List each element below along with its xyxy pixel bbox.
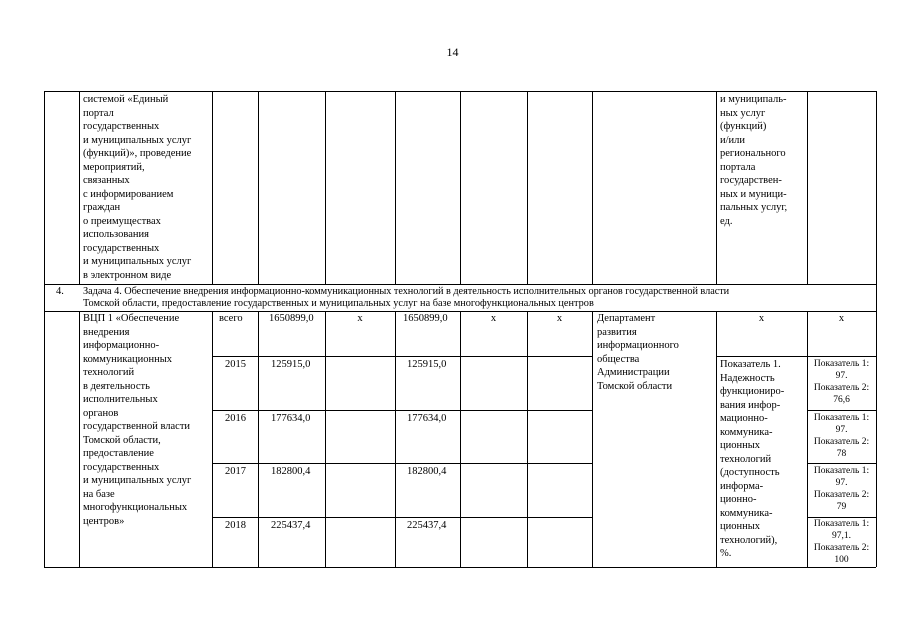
value-cell: х [838,313,845,324]
indicator-line: и муниципаль- [720,94,787,105]
task-number: 4. [56,286,64,297]
vcp-name-line: предоставление [83,448,154,459]
indicator-line: ных и муници- [720,188,787,200]
description-line: портал [83,107,114,119]
value-separator [807,463,876,464]
regional-cell: 125915,0 [407,359,447,370]
executor-line: информационного [597,340,679,351]
indicator-line: (доступность [720,467,780,478]
indicator-line: портала [720,161,756,173]
value-line: 97. [835,425,848,435]
col-border [716,91,717,284]
federal-cell: х [357,313,363,324]
value-line: Показатель 1: [813,519,870,529]
regional-cell: 225437,4 [407,520,447,531]
total-cell: 125915,0 [271,359,311,370]
indicator-line: Надежность [720,372,775,384]
task-title-line-1: Задача 4. Обеспечение внедрения информационно-коммуникационных технологий в деятельность исполнительных органов государственной власти [83,286,730,297]
col-border [258,311,259,567]
col-border [592,91,593,284]
indicator-separator [716,356,876,357]
col-border [460,311,461,567]
col-border [527,311,528,567]
indicator-line: ных услуг [720,107,766,119]
vcp-name-line: государственной власти [83,421,191,432]
indicator-line: ционных [720,521,761,532]
value-line: 79 [836,502,847,512]
value-line: Показатель 1: [813,359,870,369]
year-separator [212,463,592,464]
col-border [325,91,326,284]
table-bottom-border [44,567,876,568]
description-line: о преимуществах [83,215,161,227]
value-line: 97. [835,371,848,381]
col-border [716,311,717,567]
col-border [527,91,528,284]
indicator-line: технологий), [720,534,778,546]
description-line: государственных [83,121,160,132]
value-line: 78 [836,449,847,459]
indicator-line: ед. [720,215,733,227]
indicator-line: ционных [720,440,761,451]
value-line: Показатель 2: [813,437,870,447]
indicator-cell: х [758,313,765,324]
vcp-name-line: технологий [83,367,135,378]
col-border [876,91,877,567]
total-cell: 182800,4 [271,466,311,477]
value-line: Показатель 2: [813,383,870,393]
total-cell: 225437,4 [271,520,311,531]
year-separator [212,356,592,357]
year-cell: 2017 [225,466,246,477]
col-border [592,311,593,567]
year-separator [212,410,592,411]
value-line: 97,1. [832,531,851,541]
vcp-name-line: органов [83,407,119,419]
description-line: и муниципальных услуг [83,134,192,146]
vcp-name-line: многофункциональных [83,502,188,513]
vcp-name-line: внедрения [83,326,130,338]
year-separator [212,517,592,518]
description-line: государственных [83,242,160,254]
indicator-line: коммуника- [720,426,773,438]
col-border [212,91,213,284]
col-border [212,311,213,567]
value-separator [807,410,876,411]
description-line: системой «Единый [83,94,169,105]
task-row-top-border [44,284,876,285]
year-cell: 2016 [225,413,246,424]
regional-cell: 1650899,0 [403,313,448,324]
total-cell: 177634,0 [271,413,311,424]
value-line: Показатель 2: [813,490,870,500]
year-cell: 2018 [225,520,246,531]
vcp-name-line: в деятельность [83,380,150,392]
indicator-line: и/или [720,134,746,146]
value-line: Показатель 2: [813,543,870,553]
indicator-line: функциониро- [720,386,785,397]
description-line: использования [83,229,149,240]
description-line: мероприятий, [83,161,145,173]
vcp-name-line: информационно- [83,340,160,351]
vcp-name-line: ВЦП 1 «Обеспечение [83,313,180,324]
col-border [258,91,259,284]
indicator-line: ционно- [720,494,757,505]
value-line: Показатель 1: [813,466,870,476]
vcp-name-line: государственных [83,461,160,473]
col-border [325,311,326,567]
description-line: связанных [83,175,130,186]
indicator-line: информа- [720,480,764,492]
other-cell: х [556,313,563,324]
page-number: 14 [446,45,459,59]
indicator-line: вания инфор- [720,399,781,411]
value-line: Показатель 1: [813,413,870,423]
indicator-line: %. [720,548,732,559]
value-line: 97. [835,478,848,488]
description-line: граждан [83,202,121,213]
value-separator [807,517,876,518]
vcp-name-line: исполнительных [83,394,158,405]
regional-cell: 177634,0 [407,413,447,424]
vcp-name-line: и муниципальных услуг [83,475,192,486]
executor-line: общества [597,353,640,365]
indicator-line: Показатель 1. [720,359,781,370]
task-title-line-2: Томской области, предоставление государственных и муниципальных услуг на базе многофункциональных центров [83,298,594,309]
executor-line: развития [597,326,637,338]
indicator-line: регионального [720,148,786,159]
vcp-name-line: коммуникационных [83,353,173,365]
indicator-line: пальных услуг, [720,202,788,213]
value-line: 100 [834,555,849,565]
year-cell: 2015 [225,359,246,370]
value-line: 76,6 [833,395,850,405]
description-line: (функций)», проведение [83,148,192,159]
col-border [460,91,461,284]
vcp-name-line: центров» [83,515,125,527]
indicator-line: (функций) [720,121,767,132]
description-line: в электронном виде [83,269,172,281]
vcp-name-line: на базе [83,488,115,500]
col-border [395,311,396,567]
col-border [79,91,80,284]
executor-line: Томской области [597,380,673,392]
regional-cell: 182800,4 [407,466,447,477]
col-border [44,91,45,567]
col-border [395,91,396,284]
total-cell: 1650899,0 [269,313,314,324]
indicator-line: мационно- [720,413,768,424]
executor-line: Администрации [597,367,670,378]
description-line: с информированием [83,188,174,200]
year-cell: всего [219,313,243,324]
indicator-line: государствен- [720,175,782,186]
col-border [807,91,808,284]
indicator-line: технологий [720,453,772,465]
col-border [79,311,80,567]
local-cell: х [490,313,497,324]
vcp-name-line: Томской области, [83,434,161,446]
executor-line: Департамент [597,313,656,324]
indicator-line: коммуника- [720,507,773,519]
description-line: и муниципальных услуг [83,256,192,267]
